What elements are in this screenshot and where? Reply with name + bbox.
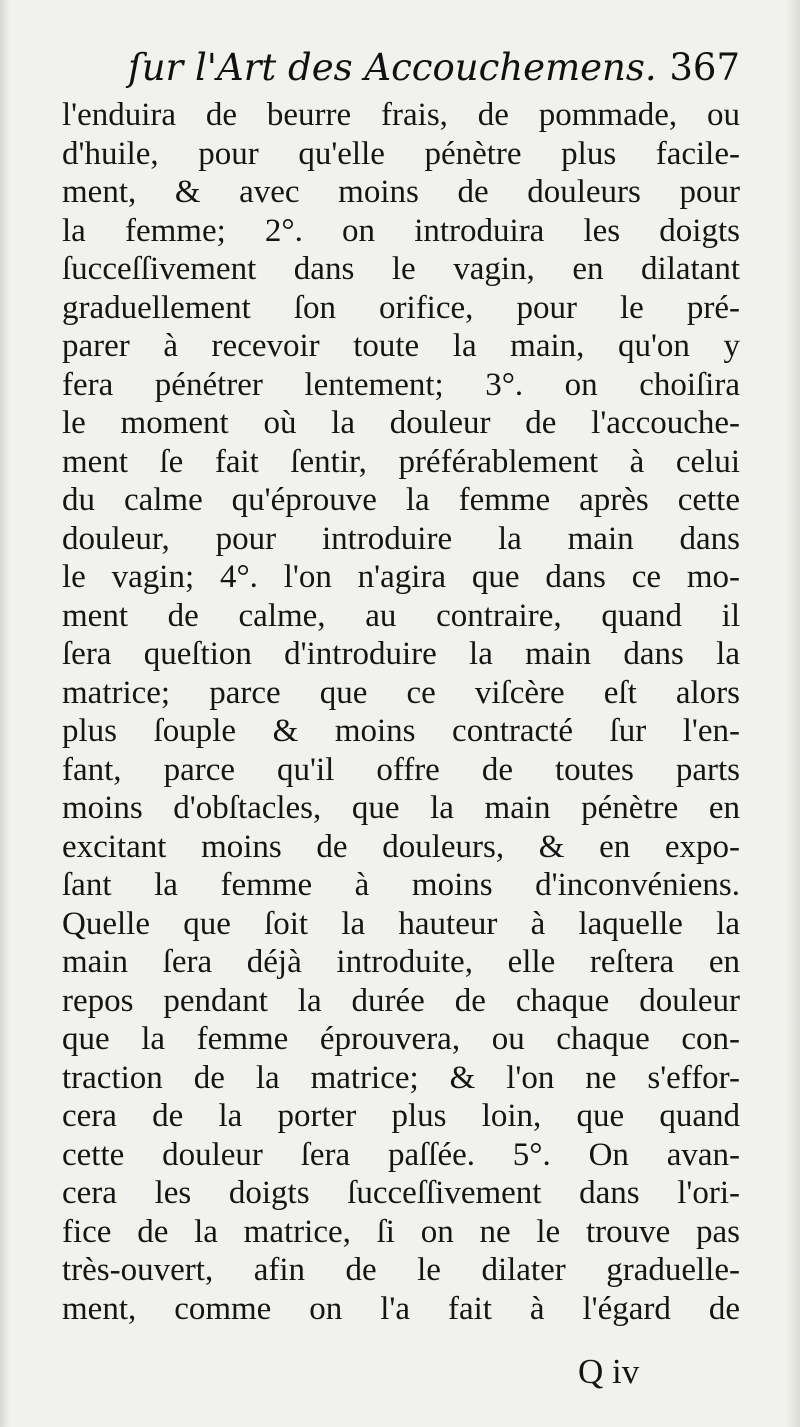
text-line: matrice; parce que ce viſcère eſt alors	[62, 674, 740, 711]
text-line: douleur, pour introduire la main dans	[62, 520, 740, 557]
scan-edge-left	[0, 0, 10, 1427]
text-line: fice de la matrice, ſi on ne le trouve pas	[62, 1213, 740, 1250]
text-line: graduellement ſon orifice, pour le pré-	[62, 289, 740, 326]
text-line: cera de la porter plus loin, que quand	[62, 1098, 740, 1134]
text-line: repos pendant la durée de chaque douleur	[62, 982, 740, 1019]
text-line: ment, comme on l'a fait à l'égard de	[62, 1290, 740, 1327]
text-line: d'huile, pour qu'elle pénètre plus facile-	[62, 135, 740, 172]
text-line: ment ſe fait ſentir, préférablement à celui	[62, 443, 740, 480]
text-line: ſant la femme à moins d'inconvéniens.	[62, 867, 740, 903]
text-line: que la femme éprouvera, ou chaque con-	[62, 1021, 740, 1057]
text-line: la femme; 2°. on introduira les doigts	[62, 212, 740, 249]
text-line: le moment où la douleur de l'accouche-	[62, 405, 740, 441]
text-line: moins d'obſtacles, que la main pénètre en	[62, 790, 740, 826]
signature-mark: Q iv	[578, 1352, 640, 1391]
text-line: excitant moins de douleurs, & en expo-	[62, 828, 740, 865]
page-header	[128, 44, 740, 100]
text-line: très-ouvert, afin de le dilater graduelle-	[62, 1252, 740, 1288]
text-line: parer à recevoir toute la main, qu'on y	[62, 328, 740, 364]
text-line: ment de calme, au contraire, quand il	[62, 597, 740, 634]
text-line: cette douleur ſera paſſée. 5°. On avan-	[62, 1136, 740, 1173]
text-line: main ſera déjà introduite, elle reſtera en	[62, 944, 740, 980]
running-title: ſur l'Art des Accouchemens.	[128, 46, 657, 89]
text-line: plus ſouple & moins contracté ſur l'en-	[62, 713, 740, 749]
text-line: cera les doigts ſucceſſivement dans l'ori-	[62, 1175, 740, 1211]
body-text	[62, 96, 740, 1328]
page-number: 367	[669, 46, 740, 89]
text-line: le vagin; 4°. l'on n'agira que dans ce mo-	[62, 559, 740, 595]
text-line: fant, parce qu'il offre de toutes parts	[62, 751, 740, 788]
text-line: traction de la matrice; & l'on ne s'effor-	[62, 1059, 740, 1096]
text-line: du calme qu'éprouve la femme après cette	[62, 482, 740, 518]
text-line: fera pénétrer lentement; 3°. on choiſira	[62, 366, 740, 403]
text-line: ſera queſtion d'introduire la main dans la	[62, 636, 740, 672]
scan-edge-right	[786, 0, 800, 1427]
text-line: ſucceſſivement dans le vagin, en dilatant	[62, 251, 740, 287]
text-line: Quelle que ſoit la hauteur à laquelle la	[62, 905, 740, 942]
text-line: ment, & avec moins de douleurs pour	[62, 174, 740, 210]
text-line: l'enduira de beurre frais, de pommade, ou	[62, 97, 740, 133]
